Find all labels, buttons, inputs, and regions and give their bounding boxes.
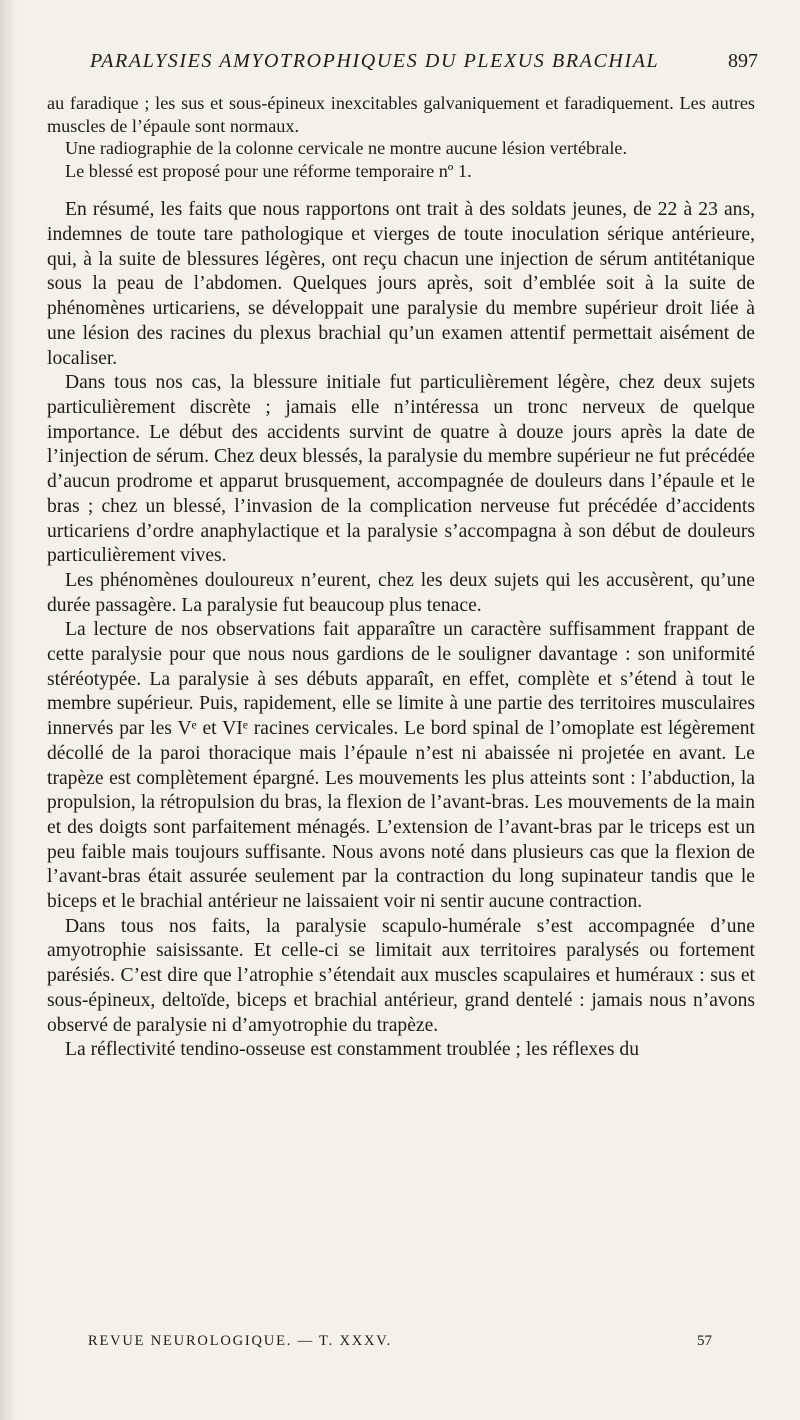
- paragraph-8: Dans tous nos faits, la paralysie scapulo-humérale s’est accompagnée d’une amyotrophie saisissante. Et celle-ci se limitait aux territoires paralysés ou fortement parésiés. C’est dire que l’atrophie s’étendait aux muscles scapulaires et huméraux : sus et sous-épineux, deltoïde, biceps et brachial antérieur, grand dentelé : jamais nous n’avons observé de paralysie ni d’amyotrophie du trapèze.: [47, 915, 755, 1036]
- paragraph-5: Dans tous nos cas, la blessure initiale fut particulièrement légère, chez deux sujets particulièrement discrète ; jamais elle n’intéressa un tronc nerveux de quelque importance. Le début des accidents survint de quatre à douze jours après la date de l’injection de sérum. Chez deux blessés, la paralysie du membre supérieur ne fut précédée d’aucun prodrome et apparut brusquement, accompagnée de douleurs dans l’épaule et le bras ; chez un blessé, l’invasion de la complication nerveuse fut précédée d’accidents urticariens d’ordre anaphylactique et la paralysie s’accompagna à son début de douleurs particulièrement vives.: [47, 372, 755, 567]
- page-edge-shadow: [0, 0, 18, 1420]
- paragraph-1: au faradique ; les sus et sous-épineux inexcitables galvaniquement et faradiquement. Les autres muscles de l’épaule sont normaux.: [47, 93, 755, 136]
- journal-footer: REVUE NEUROLOGIQUE. — T. XXXV.: [88, 1333, 393, 1349]
- signature-number: 57: [697, 1333, 712, 1349]
- paragraph-3: Le blessé est proposé pour une réforme temporaire nº 1.: [65, 160, 472, 181]
- paragraph-2: Une radiographie de la colonne cervicale ne montre aucune lésion vertébrale.: [65, 138, 628, 159]
- paragraph-4: En résumé, les faits que nous rapportons ont trait à des soldats jeunes, de 22 à 23 ans, indemnes de toute tare pathologique et vierges de toute inoculation sérique antérieure, qui, à la suite de blessures légères, ont reçu chacun une injection de sérum antitétanique sous la peau de l’abdomen. Quelques jours après, soit d’emblée soit à la suite de phénomènes urticariens, se développait une paralysie du membre supérieur droit liée à une lésion des racines du plexus brachial qu’un examen attentif permettait aisément de localiser.: [47, 199, 755, 369]
- paragraph-7: La lecture de nos observations fait apparaître un caractère suffisamment frappant de cette paralysie pour que nous nous gardions de le souligner davantage : son uniformité stéréotypée. La paralysie à ses débuts apparaît, en effet, complète et s’étend à tout le membre supérieur. Puis, rapidement, elle se limite à une partie des territoires musculaires innervés par les Vᵉ et VIᵉ racines cervicales. Le bord spinal de l’omoplate est légèrement décollé de la paroi thoracique mais l’épaule n’est ni abaissée ni projetée en avant. Le trapèze est complètement épargné. Les mouvements les plus atteints sont : l’abduction, la propulsion, la rétropulsion du bras, la flexion de l’avant-bras. Les mouvements de la main et des doigts sont parfaitement ménagés. L’extension de l’avant-bras par le triceps est un peu faible mais toujours suffisante. Nous avons noté dans plusieurs cas que la flexion de l’avant-bras était assurée seulement par la contraction du long supinateur tandis que le biceps et le brachial antérieur ne laissaient voir ni sentir aucune contraction.: [47, 619, 755, 913]
- paragraph-6: Les phénomènes douloureux n’eurent, chez les deux sujets qui les accusèrent, qu’une durée passagère. La paralysie fut beaucoup plus tenace.: [47, 569, 755, 616]
- running-head: [0, 50, 800, 80]
- page-number: 897: [728, 50, 758, 72]
- paragraph-9: La réflectivité tendino-osseuse est constamment troublée ; les réflexes du: [65, 1039, 640, 1061]
- body-text: [47, 92, 755, 1063]
- running-title: PARALYSIES AMYOTROPHIQUES DU PLEXUS BRACHIAL: [90, 50, 660, 72]
- footer: [88, 1333, 712, 1357]
